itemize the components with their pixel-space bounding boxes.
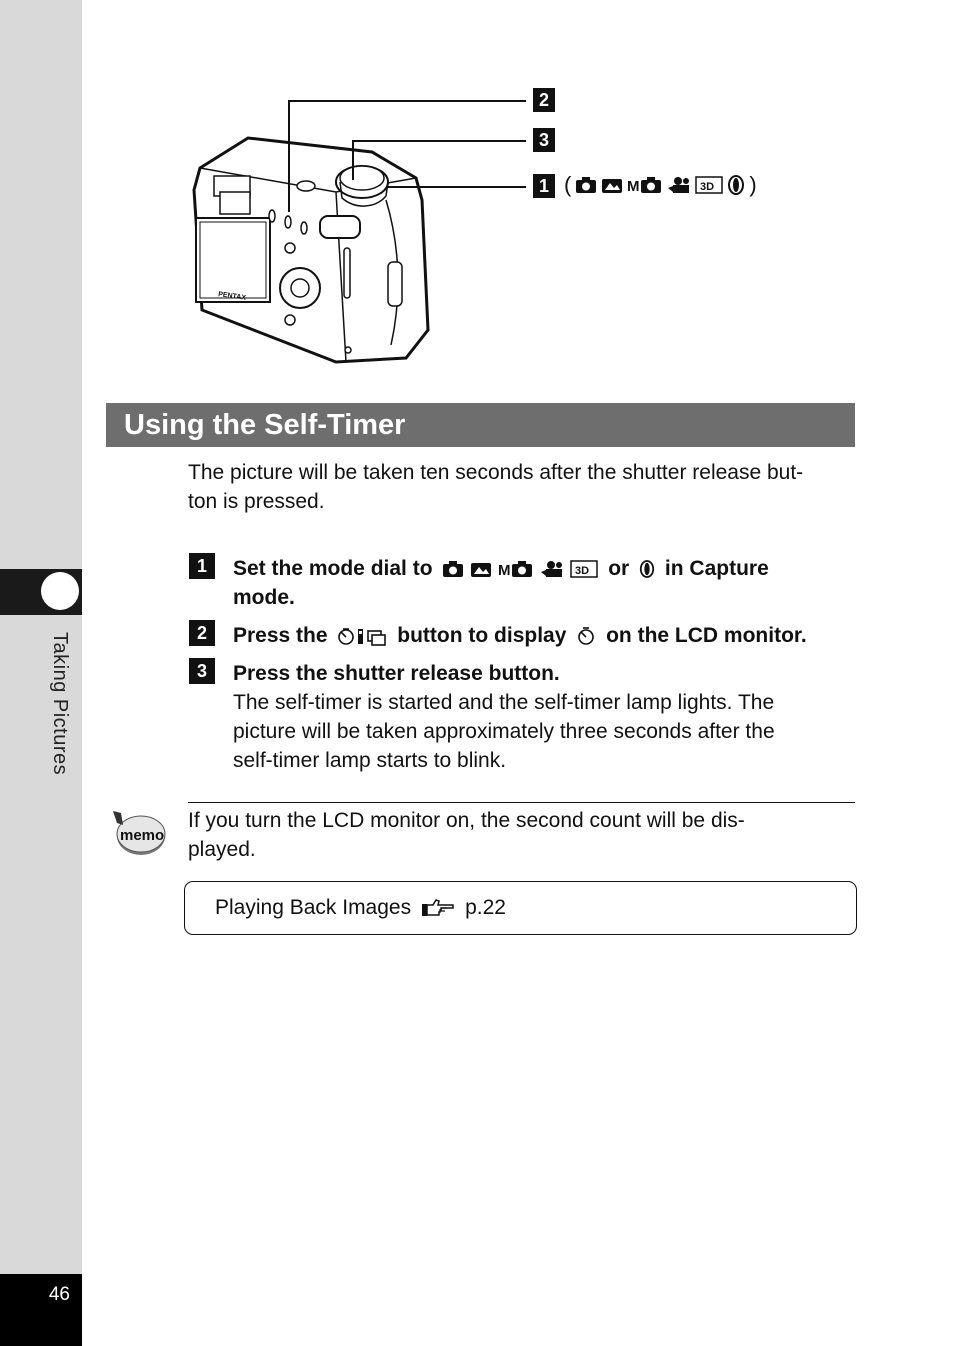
step-1-text-line2: mode. bbox=[233, 586, 295, 609]
auto-picture-icon bbox=[575, 176, 597, 194]
camera-illustration bbox=[186, 130, 436, 365]
memo-text: If you turn the LCD monitor on, the second count will be dis- played. bbox=[188, 809, 745, 861]
reference-label: Playing Back Images bbox=[215, 896, 412, 919]
self-timer-icon bbox=[576, 626, 596, 646]
page-number: 46 bbox=[48, 1284, 70, 1305]
callout-line-3-vertical bbox=[352, 140, 354, 180]
step-2-self-timer-icon-wrap bbox=[576, 626, 596, 646]
reference-page: p.22 bbox=[465, 896, 506, 919]
digital-filter-icon bbox=[727, 175, 745, 195]
step-1-mode-icons bbox=[442, 560, 598, 578]
manual-camera-icon bbox=[627, 176, 663, 194]
pointing-hand-icon bbox=[421, 898, 455, 918]
step-2-text bbox=[233, 621, 873, 650]
step-2-drive-button-icons bbox=[337, 626, 387, 646]
step-number-3: 3 bbox=[189, 658, 215, 684]
step-3-heading: Press the shutter release button. bbox=[233, 662, 560, 685]
section-title: Using the Self-Timer bbox=[124, 409, 406, 441]
callout-number-1: 1 bbox=[533, 174, 555, 198]
step-1-filter-icon-wrap bbox=[639, 559, 655, 579]
step-1-text-before: Set the mode dial to bbox=[233, 557, 433, 580]
step-2-text-before: Press the bbox=[233, 624, 328, 647]
chapter-label: Taking Pictures bbox=[49, 632, 71, 776]
memo-divider bbox=[188, 802, 855, 803]
manual-camera-icon bbox=[498, 560, 534, 578]
self-timer-drive-icon bbox=[337, 626, 387, 646]
section-intro: The picture will be taken ten seconds after the shutter release but- ton is pressed. bbox=[188, 461, 804, 513]
step-1-text bbox=[233, 554, 853, 612]
movie-icon bbox=[667, 176, 691, 194]
callout-line-1-horizontal bbox=[386, 186, 526, 188]
auto-picture-icon bbox=[442, 560, 464, 578]
svg-text:3D: 3D bbox=[575, 565, 590, 578]
picture-mode-icon bbox=[470, 560, 492, 578]
step-2-text-after: on the LCD monitor. bbox=[606, 624, 807, 647]
callout-number-2: 2 bbox=[533, 88, 555, 112]
chapter-tab-marker bbox=[41, 572, 79, 610]
svg-text:3D: 3D bbox=[700, 181, 715, 193]
callout-line-3-horizontal bbox=[352, 140, 526, 142]
svg-text:M: M bbox=[627, 178, 640, 194]
memo-icon bbox=[111, 809, 167, 857]
reference-line bbox=[215, 893, 506, 922]
svg-text:PENTAX: PENTAX bbox=[217, 291, 247, 302]
step-1-text-after: in Capture bbox=[664, 557, 769, 580]
3d-icon bbox=[570, 560, 598, 578]
mode-dial-icons bbox=[564, 172, 757, 198]
picture-mode-icon bbox=[601, 176, 623, 194]
open-paren: ( bbox=[564, 172, 572, 197]
callout-line-2-horizontal bbox=[288, 100, 526, 102]
step-2-text-middle: button to display bbox=[397, 624, 567, 647]
svg-text:memo: memo bbox=[120, 827, 165, 844]
step-1-text-or: or bbox=[608, 557, 630, 580]
close-paren: ) bbox=[749, 172, 757, 197]
3d-icon bbox=[695, 176, 723, 194]
step-number-1: 1 bbox=[189, 553, 215, 579]
digital-filter-icon bbox=[639, 559, 655, 579]
step-number-2: 2 bbox=[189, 620, 215, 646]
svg-text:M: M bbox=[498, 562, 511, 579]
callout-line-2-vertical bbox=[288, 100, 290, 212]
step-3-description: The self-timer is started and the self-timer lamp lights. The picture will be taken approximately three seconds after the self-timer lamp starts to blink. bbox=[233, 691, 775, 772]
callout-number-3: 3 bbox=[533, 128, 555, 152]
movie-icon bbox=[540, 560, 564, 578]
